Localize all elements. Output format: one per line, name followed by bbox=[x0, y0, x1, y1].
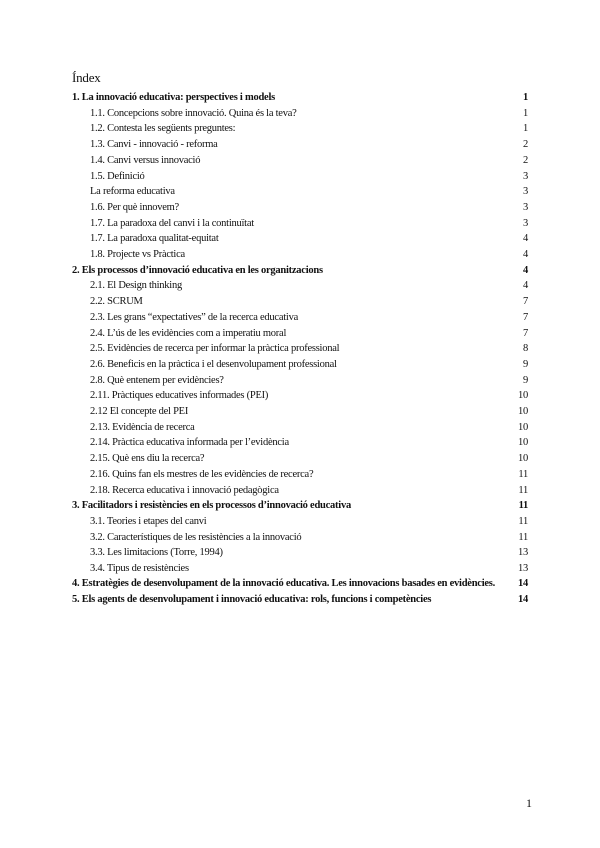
toc-entry-title: 1.4. Canvi versus innovació bbox=[90, 154, 201, 166]
toc-entry-page: 13 bbox=[518, 547, 528, 559]
toc-entry-subsection[interactable] bbox=[72, 216, 528, 232]
toc-entry-page: 9 bbox=[523, 358, 528, 370]
toc-entry-page: 4 bbox=[523, 280, 528, 292]
toc-entry-page: 10 bbox=[518, 453, 528, 465]
toc-entry-title: 2.2. SCRUM bbox=[90, 296, 143, 308]
toc-entry-subsection[interactable] bbox=[72, 530, 528, 546]
toc-entry-page: 7 bbox=[523, 296, 528, 308]
toc-title: Índex bbox=[72, 70, 101, 85]
toc-entry-page: 4 bbox=[523, 249, 528, 261]
toc-entry-page: 11 bbox=[518, 468, 528, 480]
toc-entry-page: 2 bbox=[523, 154, 528, 166]
toc-entry-subsection[interactable] bbox=[72, 294, 528, 310]
toc-entry-title: 2.13. Evidència de recerca bbox=[90, 421, 195, 433]
toc-entry-page: 7 bbox=[523, 311, 528, 323]
toc-entry-section[interactable] bbox=[72, 592, 528, 608]
toc-entry-page: 4 bbox=[523, 233, 528, 245]
toc-entry-section[interactable] bbox=[72, 263, 528, 279]
toc-entry-title: 3.1. Teories i etapes del canvi bbox=[90, 515, 207, 527]
toc-entry-subsection[interactable] bbox=[72, 278, 528, 294]
toc-entry-title: 3. Facilitadors i resistències en els processos d’innovació educativa bbox=[72, 500, 351, 512]
toc-entry-page: 3 bbox=[523, 186, 528, 198]
toc-entry-title: 3.3. Les limitacions (Torre, 1994) bbox=[90, 547, 223, 559]
toc-entry-title: 3.2. Característiques de les resistències a la innovació bbox=[90, 531, 302, 543]
toc-entry-title: 2.4. L’ús de les evidències com a imperatiu moral bbox=[90, 327, 287, 339]
toc-entry-section[interactable] bbox=[72, 90, 528, 106]
toc-entry-title: 2. Els processos d’innovació educativa en les organitzacions bbox=[72, 264, 323, 276]
toc-entry-title: 2.18. Recerca educativa i innovació pedagògica bbox=[90, 484, 279, 496]
toc-entry-subsection[interactable] bbox=[72, 106, 528, 122]
toc-entry-title: 1.7. La paradoxa del canvi i la continuïtat bbox=[90, 217, 254, 229]
toc-entry-subsection[interactable] bbox=[72, 310, 528, 326]
toc-entry-page: 3 bbox=[523, 217, 528, 229]
toc-entry-page: 11 bbox=[518, 484, 528, 496]
toc-entry-page: 13 bbox=[518, 563, 528, 575]
toc-entry-page: 3 bbox=[523, 170, 528, 182]
toc-entry-section[interactable] bbox=[72, 498, 528, 514]
toc-entry-title: 1.6. Per què innovem? bbox=[90, 201, 179, 213]
toc-entry-title: 2.5. Evidències de recerca per informar la pràctica professional bbox=[90, 343, 340, 355]
toc-entry-title: 4. Estratègies de desenvolupament de la innovació educativa. Les innovacions basades en evidències. bbox=[72, 577, 495, 589]
toc-entry-title: 2.6. Beneficis en la pràctica i el desenvolupament professional bbox=[90, 358, 337, 370]
toc-entry-page: 10 bbox=[518, 390, 528, 402]
toc-entry-page: 3 bbox=[523, 201, 528, 213]
toc-entry-title: 1.2. Contesta les següents preguntes: bbox=[90, 123, 236, 135]
toc-entry-subsection[interactable] bbox=[72, 514, 528, 530]
toc-entry-page: 10 bbox=[518, 437, 528, 449]
toc-entry-page: 11 bbox=[518, 515, 528, 527]
footer-page-number: 1 bbox=[526, 796, 532, 810]
toc-entry-page: 8 bbox=[523, 343, 528, 355]
toc-entry-subsection[interactable] bbox=[72, 435, 528, 451]
toc-entry-subsection[interactable] bbox=[72, 545, 528, 561]
toc-entry-subsection[interactable] bbox=[72, 388, 528, 404]
toc-entry-page: 1 bbox=[523, 107, 528, 119]
toc-entry-subsection[interactable] bbox=[72, 373, 528, 389]
toc-entry-page: 14 bbox=[518, 577, 528, 589]
toc-entry-title: 1.1. Concepcions sobre innovació. Quina és la teva? bbox=[90, 107, 297, 119]
toc-entry-title: 1.3. Canvi - innovació - reforma bbox=[90, 139, 218, 151]
toc-entry-subsection[interactable] bbox=[72, 169, 528, 185]
toc-entry-title: 1.7. La paradoxa qualitat-equitat bbox=[90, 233, 219, 245]
toc-entry-title: 2.14. Pràctica educativa informada per l’evidència bbox=[90, 437, 289, 449]
toc-entry-subsection[interactable] bbox=[72, 420, 528, 436]
toc-entry-subsection[interactable] bbox=[72, 247, 528, 263]
table-of-contents bbox=[72, 90, 528, 608]
toc-entry-title: 2.1. El Design thinking bbox=[90, 280, 182, 292]
toc-entry-title: 2.11. Pràctiques educatives informades (PEI) bbox=[90, 390, 269, 402]
toc-entry-title: 1. La innovació educativa: perspectives i models bbox=[72, 92, 275, 103]
toc-entry-subsection[interactable] bbox=[72, 483, 528, 499]
toc-entry-title: 2.15. Què ens diu la recerca? bbox=[90, 453, 205, 465]
toc-entry-page: 7 bbox=[523, 327, 528, 339]
toc-entry-subsection[interactable] bbox=[72, 357, 528, 373]
toc-entry-title: La reforma educativa bbox=[90, 186, 175, 198]
toc-entry-page: 14 bbox=[518, 594, 528, 606]
toc-entry-title: 5. Els agents de desenvolupament i innovació educativa: rols, funcions i competències bbox=[72, 594, 432, 606]
toc-entry-subsection[interactable] bbox=[72, 153, 528, 169]
toc-entry-subsection[interactable] bbox=[72, 184, 528, 200]
toc-entry-title: 2.3. Les grans “expectatives” de la recerca educativa bbox=[90, 311, 298, 323]
toc-entry-title: 1.8. Projecte vs Pràctica bbox=[90, 249, 185, 261]
toc-entry-page: 1 bbox=[523, 123, 528, 135]
toc-entry-page: 1 bbox=[523, 92, 528, 103]
toc-entry-subsection[interactable] bbox=[72, 231, 528, 247]
toc-entry-subsection[interactable] bbox=[72, 121, 528, 137]
toc-entry-subsection[interactable] bbox=[72, 467, 528, 483]
toc-entry-page: 10 bbox=[518, 421, 528, 433]
toc-entry-page: 10 bbox=[518, 406, 528, 418]
toc-entry-page: 9 bbox=[523, 374, 528, 386]
toc-entry-title: 2.8. Què entenem per evidències? bbox=[90, 374, 224, 386]
toc-entry-subsection[interactable] bbox=[72, 561, 528, 577]
toc-entry-page: 11 bbox=[518, 531, 528, 543]
toc-entry-title: 2.16. Quins fan els mestres de les evidències de recerca? bbox=[90, 468, 314, 480]
toc-entry-page: 4 bbox=[523, 264, 528, 276]
toc-entry-subsection[interactable] bbox=[72, 451, 528, 467]
toc-entry-subsection[interactable] bbox=[72, 200, 528, 216]
toc-entry-subsection[interactable] bbox=[72, 137, 528, 153]
toc-entry-subsection[interactable] bbox=[72, 404, 528, 420]
toc-entry-subsection[interactable] bbox=[72, 341, 528, 357]
toc-entry-page: 11 bbox=[518, 500, 528, 512]
toc-entry-title: 2.12 El concepte del PEI bbox=[90, 406, 189, 418]
toc-entry-subsection[interactable] bbox=[72, 326, 528, 342]
toc-entry-section[interactable] bbox=[72, 577, 528, 591]
toc-entry-title: 3.4. Tipus de resistències bbox=[90, 563, 189, 575]
toc-entry-title: 1.5. Definició bbox=[90, 170, 145, 182]
toc-entry-page: 2 bbox=[523, 139, 528, 151]
